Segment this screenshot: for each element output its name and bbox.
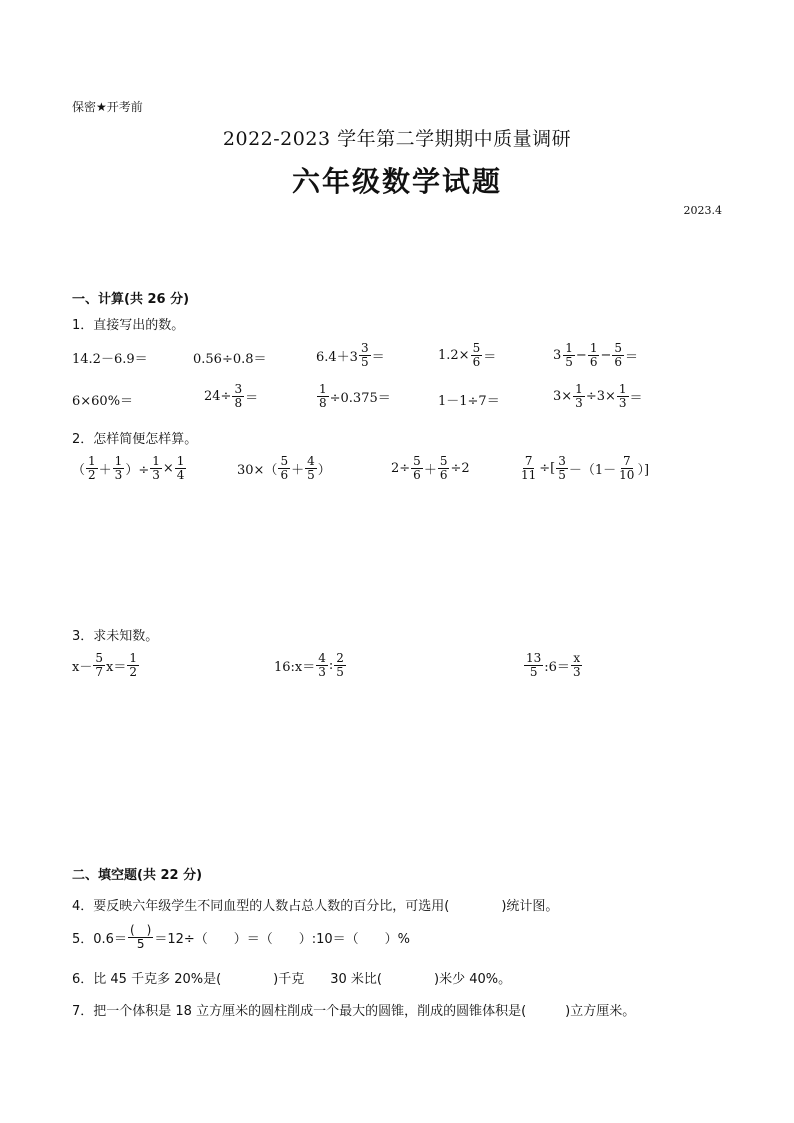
fraction: $\frac{1}{4}$ [176,454,185,482]
expr-text: 14.2－6.9＝ [72,352,148,367]
fraction: $\frac{3}{5}$ [558,454,566,482]
fraction: $\frac{4}{5}$ [307,454,315,482]
fraction: $\frac{( )}{5}$ [129,923,152,951]
expr-text: :6＝ [544,660,570,675]
expr-text: ÷0.375＝ [329,391,391,406]
q1-title: 1．直接写出的数。 [72,318,185,333]
exam-title: 2022-2023 学年第二学期期中质量调研 [222,128,572,150]
fraction: $\frac{5}{7}$ [95,651,103,679]
expr-text: ÷2 [450,461,470,476]
expr-text: x＝ [105,660,127,675]
expr-text: : [328,658,334,673]
fraction: $\frac{5}{6}$ [439,454,448,482]
expr-text: 1－1÷7＝ [438,394,500,409]
q1-expr-2 [193,348,267,367]
expr-text: （ [72,463,86,478]
expr-text: 3× [553,389,573,404]
fraction: $\frac{1}{5}$ [565,341,573,369]
expr-text: ＝ [629,391,643,406]
expr-text: －（1－ [568,463,617,478]
q1-expr-7 [204,383,258,410]
expr-text: 3 [553,348,562,363]
fraction: $\frac{5}{6}$ [413,454,421,482]
fraction: $\frac{3}{8}$ [234,382,243,410]
exam-subtitle: 六年级数学试题 [291,165,502,198]
fraction: $\frac{x}{3}$ [572,651,581,679]
fraction: $\frac{1}{2}$ [88,454,96,482]
confidential-label: 保密★开考前 [72,100,143,114]
q1-expr-6 [72,390,133,409]
q4-text [72,895,558,914]
fraction: $\frac{7}{10}$ [619,454,635,482]
expr-text: ÷[ [539,461,556,476]
expr-text: ）÷ [125,463,150,478]
q3-expr-2 [274,652,347,679]
q2-expr-1 [72,455,187,482]
expr-text: ＋ [98,463,112,478]
q7-text [72,1000,635,1019]
fraction: $\frac{13}{5}$ [526,651,542,679]
question-text: ＝12÷（ ）＝（ ）:10＝（ ）% [154,932,411,947]
q5-text [72,924,410,951]
section-1-title: 一、计算(共 26 分) [72,292,190,307]
fraction: $\frac{1}{2}$ [129,651,137,679]
expr-text: ＋ [291,463,305,478]
expr-text: ＝ [625,350,639,365]
expr-text: ）] [637,463,650,478]
q3-expr-3 [523,652,584,679]
expr-text: 0.56÷0.8＝ [193,352,267,367]
fraction: $\frac{5}{6}$ [614,341,623,369]
section-2-title: 二、填空题(共 22 分) [72,868,203,883]
q6-text [72,968,511,987]
fraction: $\frac{4}{3}$ [318,651,326,679]
q1-expr-3 [316,342,385,369]
expr-text: ＋ [423,463,437,478]
fraction: $\frac{1}{8}$ [319,382,327,410]
expr-text: − [575,348,587,363]
expr-text: × [162,461,174,476]
expr-text: − [600,348,612,363]
question-text: 4．要反映六年级学生不同血型的人数占总人数的百分比，可选用( )统计图。 [72,899,559,914]
fraction: $\frac{2}{5}$ [336,651,344,679]
expr-text: 1.2× [438,348,470,363]
exam-date: 2023.4 [683,204,722,217]
q1-expr-8 [316,383,391,410]
expr-text: 30×（ [237,463,278,478]
expr-text: ） [317,463,331,478]
fraction: $\frac{1}{3}$ [618,382,627,410]
fraction: $\frac{5}{6}$ [472,341,481,369]
fraction: $\frac{7}{11}$ [521,454,537,482]
question-text: 5．0.6＝ [72,932,127,947]
expr-text: 16:x＝ [274,660,316,675]
expr-text: 6.4＋3 [316,350,358,365]
fraction: $\frac{3}{5}$ [360,341,369,369]
q1-expr-1 [72,348,148,367]
expr-text: 24÷ [204,389,232,404]
question-text: 6．比 45 千克多 20%是( )千克 30 米比( )米少 40%。 [72,972,512,987]
fraction: $\frac{5}{6}$ [280,454,289,482]
q2-expr-2 [237,455,331,482]
q2-title: 2．怎样简便怎样算。 [72,432,198,447]
q1-expr-4 [438,342,496,369]
q3-title: 3．求未知数。 [72,629,159,644]
expr-text: ＝ [245,391,259,406]
q1-expr-10 [553,383,643,410]
expr-text: ＝ [483,350,497,365]
fraction: $\frac{1}{3}$ [114,454,123,482]
q2-expr-4 [518,455,649,482]
expr-text: ＝ [371,350,385,365]
question-text: 7．把一个体积是 18 立方厘米的圆柱削成一个最大的圆锥，削成的圆锥体积是( )立方厘米。 [72,1004,636,1019]
q2-expr-3 [391,455,470,482]
fraction: $\frac{1}{6}$ [589,341,598,369]
expr-text: 2÷ [391,461,411,476]
expr-text: x－ [72,660,93,675]
q3-expr-1 [72,652,140,679]
q1-expr-5 [553,342,638,369]
expr-text: 6×60%＝ [72,394,134,409]
expr-text: ÷3× [585,389,616,404]
q1-expr-9 [438,390,500,409]
fraction: $\frac{1}{3}$ [575,382,583,410]
fraction: $\frac{1}{3}$ [152,454,160,482]
